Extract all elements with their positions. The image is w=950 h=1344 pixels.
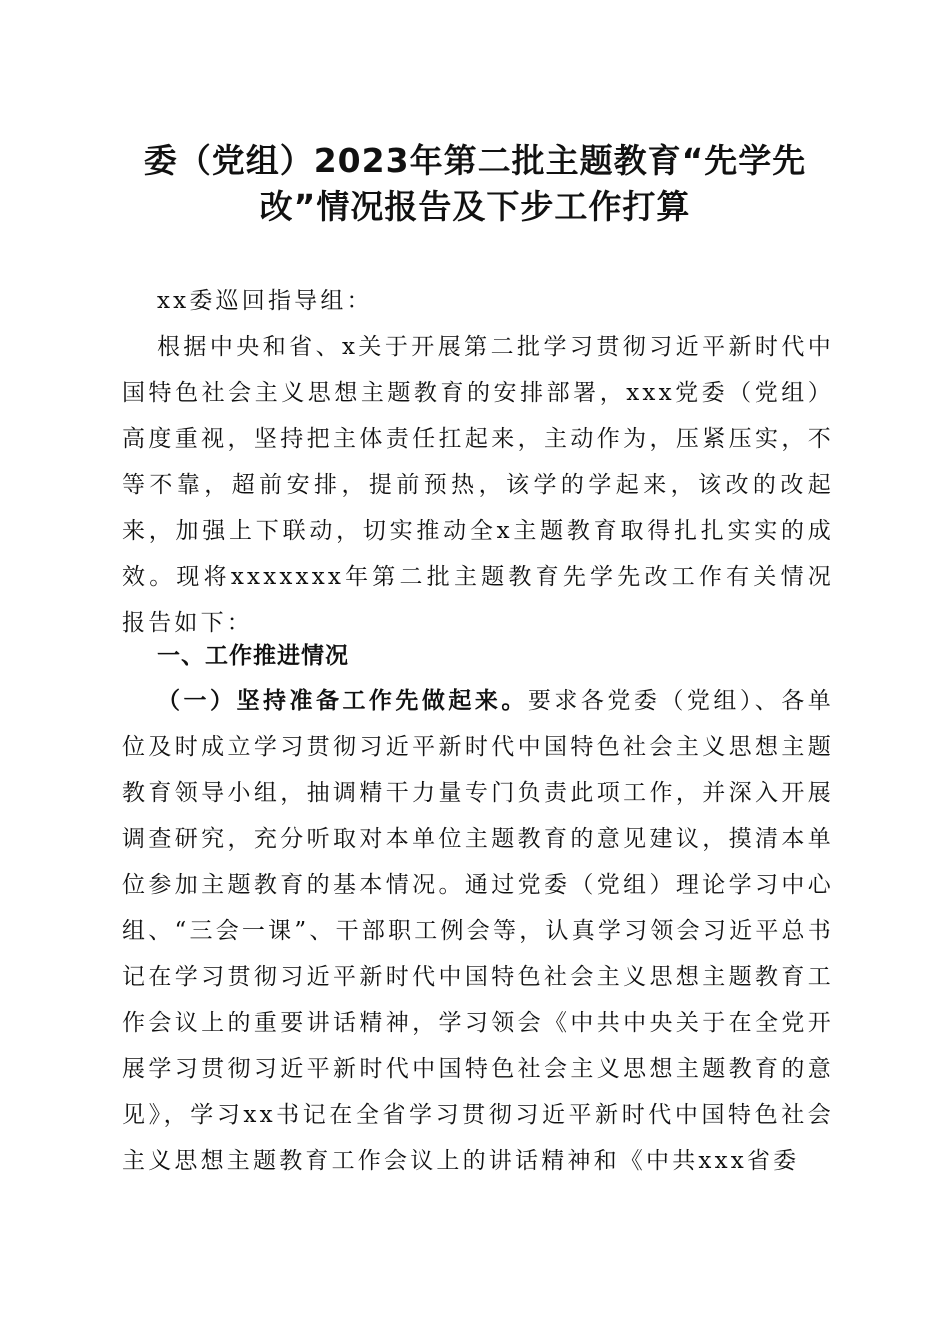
paragraph-section-1-1 bbox=[122, 678, 834, 1184]
title-line-1: 委（党组）2023年第二批主题教育“先学先 bbox=[143, 141, 807, 180]
paragraph-body: 要求各党委（党组）、各单位及时成立学习贯彻习近平新时代中国特色社会主义思想主题教育领导小组，抽调精干力量专门负责此项工作，并深入开展调查研究，充分听取对本单位主题教育的意见建议，摸清本单位参加主题教育的基本情况。通过党委（党组）理论学习中心组、“三会一课”、干部职工例会等，认真学习领会习近平总书记在学习贯彻习近平新时代中国特色社会主义思想主题教育工作会议上的重要讲话精神，学习领会《中共中央关于在全党开展学习贯彻习近平新时代中国特色社会主义思想主题教育的意见》，学习xx书记在全省学习贯彻习近平新时代中国特色社会主义思想主题教育工作会议上的讲话精神和《中共xxx省委 bbox=[122, 688, 834, 1174]
paragraph-lead: （一）坚持准备工作先做起来。 bbox=[157, 687, 528, 714]
salutation: xx委巡回指导组： bbox=[157, 288, 373, 314]
title-line-2: 改”情况报告及下步工作打算 bbox=[259, 187, 691, 226]
document-title bbox=[110, 138, 840, 230]
paragraph-intro: 根据中央和省、x关于开展第二批学习贯彻习近平新时代中国特色社会主义思想主题教育的安排部署，xxx党委（党组）高度重视，坚持把主体责任扛起来，主动作为，压紧压实，不等不靠，超前安排，提前预热，该学的学起来，该改的改起来，加强上下联动，切实推动全x主题教育取得扎扎实实的成效。现将xxxxxxx年第二批主题教育先学先改工作有关情况报告如下： bbox=[122, 334, 834, 636]
section-heading-1: 一、工作推进情况 bbox=[157, 643, 349, 669]
